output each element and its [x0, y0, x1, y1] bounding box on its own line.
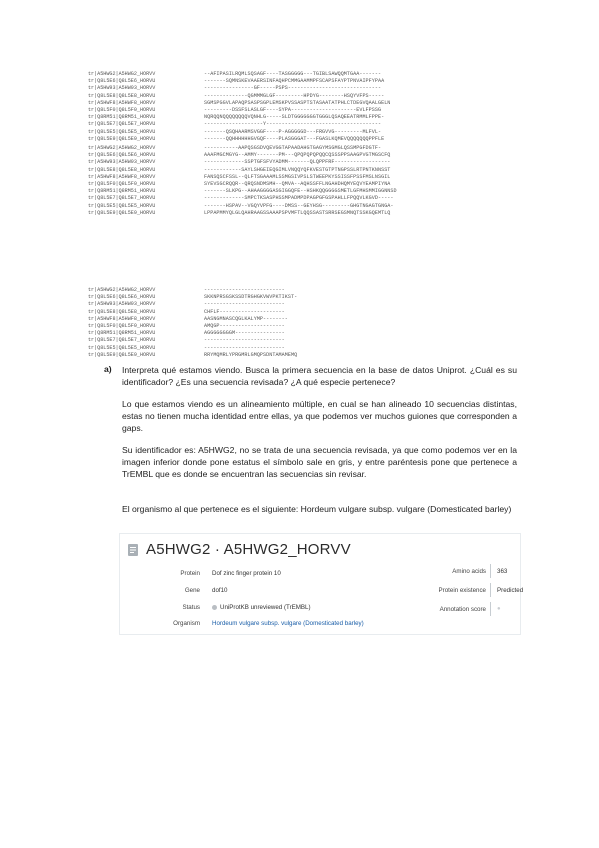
sequence-residues: NQRQQNQQQQQQQQVQNHLG-----SLDTGGGGGGGTGGGLQSAQEEATRMMLFPPE-	[204, 114, 385, 121]
sequence-id: tr|Q8L5E9|Q8L5E9_HORVU	[88, 135, 156, 142]
annotation-score-label: Annotation score	[439, 606, 486, 613]
question-paragraph: Interpreta qué estamos viendo. Busca la primera secuencia en la base de datos Uniprot. ¿Cuál es su identificador? ¿Es una secuencia revisada? ¿A qué especie pertenece?	[122, 365, 517, 387]
sequence-residues: -------------SMPCTKSASPHSSMPADMPDPAGPGFGSPAHLLFPQQVLKGVD-----	[204, 195, 394, 202]
sequence-residues: -------------SSPTGFSFVYADMM-------QLQPPFRF------------------	[204, 159, 391, 166]
answer-paragraph-2	[122, 444, 517, 480]
annotation-score-stars	[497, 605, 501, 612]
sequence-residues: -------SQMNSKEVAAERSINFAQHPCMMGAAMMPFSCAPSFAYPTPNVAIPFYPAA	[204, 78, 385, 85]
amino-acids-value: 363	[497, 568, 508, 575]
alignment-row	[88, 152, 468, 159]
sequence-id: tr|A5HWG2|A5HWG2_HORVV	[88, 287, 156, 293]
sequence-residues: -------QSQHAARMSVGGF----P-AGGGGGD---FRGVVG---------MLFVL-	[204, 128, 382, 135]
sequence-residues: LPPAPMMYQLGLQAHRAAGSSAAAPSPVMFTLQQSSASTSRRSEGSMNQTSSKGQEMTLQ	[204, 209, 391, 216]
alignment-row	[88, 301, 468, 308]
protein-label: Protein	[180, 570, 200, 577]
alignment-row	[88, 167, 468, 174]
alignment-row	[88, 287, 468, 294]
sequence-id: tr|Q8L5E8|Q8L5E8_HORVU	[88, 166, 156, 173]
sequence-residues: -------------------Y-------------------------------------	[204, 121, 382, 128]
sequence-id: tr|Q8L5E5|Q8L5E5_HORVU	[88, 202, 156, 209]
alignment-row	[88, 337, 468, 344]
sequence-residues: ------------SAYLSHGEIEQGIMLVNQQYQFKVESTGTPTNGPSSLRTPNTKNNSST	[204, 166, 391, 173]
alignment-row	[88, 309, 468, 316]
sequence-id: tr|Q8L5E7|Q8L5E7_HORVU	[88, 337, 156, 344]
protein-existence-value: Predicted	[497, 587, 524, 594]
divider	[490, 583, 491, 597]
uniprot-entry-card	[119, 533, 524, 635]
alignment-row	[88, 294, 468, 301]
alignment-row	[88, 174, 468, 181]
sequence-id: tr|Q8RM51|Q8RM51_HORVU	[88, 330, 156, 337]
sequence-id: tr|Q8L5F0|Q8L5F0_HORVU	[88, 180, 156, 187]
sequence-id: tr|A5HWG2|A5HWG2_HORVV	[88, 71, 156, 77]
document-icon	[126, 543, 140, 557]
alignment-row	[88, 345, 468, 352]
sequence-id: tr|Q8L5F0|Q8L5F0_HORVU	[88, 106, 156, 113]
sequence-residues: --------------QGMMMGLGF---------HPDYG--------HSQYVFPS-----	[204, 92, 385, 99]
sequence-residues: -----------AAPQSGSDVQEVGGTAPAADAHGTGAGYMSGMGLQSSMPGFDGTF-	[204, 145, 382, 151]
alignment-row	[88, 330, 468, 337]
sequence-id: tr|Q8L5E9|Q8L5E9_HORVU	[88, 351, 156, 358]
status-label: Status	[182, 604, 200, 611]
sequence-residues: AAAFMGCMGYG--AMMY-------PM---QPQPQPQPQQCQSSSPPSAAGPVGTMGSCFQ	[204, 152, 391, 159]
sequence-id: tr|A5HWG2|A5HWG2_HORVV	[88, 145, 156, 151]
alignment-row	[88, 323, 468, 330]
alignment-row	[88, 145, 468, 152]
sequence-id: tr|Q8RM51|Q8RM51_HORVU	[88, 188, 156, 195]
alignment-row	[88, 78, 468, 85]
sequence-id: tr|Q8L5E6|Q8L5E6_HORVU	[88, 152, 156, 159]
answer-text-3: El organismo al que pertenece es el siguiente: Hordeum vulgare subsp. vulgare (Domesticated barley)	[122, 504, 512, 514]
sequence-residues: -------SLKPG--AHAAGGGGASGIGGQFE--HSHKQQGGGGSMETLGFMHSMMIGGNNSD	[204, 188, 397, 195]
alignment-row	[88, 203, 468, 210]
sequence-id: tr|Q8L5E5|Q8L5E5_HORVU	[88, 344, 156, 351]
sequence-residues: ----------------GF-----PSPS------------------------------	[204, 85, 382, 92]
sequence-residues: AGGGGGGGGM----------------	[204, 330, 285, 337]
alignment-block-3	[88, 287, 468, 359]
sequence-id: tr|A5HWF8|A5HWF8_HORVV	[88, 99, 156, 106]
sequence-residues: --------------------------	[204, 337, 285, 344]
sequence-id: tr|Q8L5F0|Q8L5F0_HORVU	[88, 322, 156, 329]
sequence-residues: --------------------------	[204, 344, 285, 351]
sequence-id: tr|A5HWF8|A5HWF8_HORVV	[88, 173, 156, 180]
status-value: UniProtKB unreviewed (TrEMBL)	[220, 604, 311, 611]
question-text	[122, 364, 517, 388]
amino-acids-label: Amino acids	[452, 568, 486, 575]
divider	[490, 564, 491, 578]
sequence-id: tr|Q8L5E8|Q8L5E8_HORVU	[88, 308, 156, 315]
divider	[490, 602, 491, 616]
alignment-row	[88, 188, 468, 195]
sequence-id: tr|Q8L5E9|Q8L5E9_HORVU	[88, 209, 156, 216]
sequence-id: tr|Q8L5E5|Q8L5E5_HORVU	[88, 128, 156, 135]
alignment-row	[88, 195, 468, 202]
alignment-row	[88, 100, 468, 107]
sequence-id: tr|A5HW93|A5HW93_HORVV	[88, 85, 156, 92]
sequence-id: tr|Q8RM51|Q8RM51_HORVU	[88, 114, 156, 121]
gene-label: Gene	[184, 587, 200, 594]
sequence-id: tr|Q8L5E6|Q8L5E6_HORVU	[88, 294, 156, 301]
alignment-row	[88, 121, 468, 128]
alignment-row	[88, 136, 468, 143]
alignment-block-2	[88, 145, 468, 217]
sequence-id: tr|Q8L5E7|Q8L5E7_HORVU	[88, 121, 156, 128]
answer-text-2: Su identificador es: A5HWG2, no se trata de una secuencia revisada, ya que como podemos ver en la imagen inferior donde pone estatus el símbolo sale en gris, y entre paréntesis pone que pertenece a TrEMBL que es donde se encuentran las secuencias sin revisar.	[122, 445, 517, 479]
sequence-id: tr|Q8L5E7|Q8L5E7_HORVU	[88, 195, 156, 202]
sequence-residues: ---------DSSFSLASLGF----SYPA---------------------EVLFPSSG	[204, 106, 382, 113]
alignment-row	[88, 114, 468, 121]
sequence-id: tr|A5HW93|A5HW93_HORVV	[88, 301, 156, 308]
organism-link[interactable]: Hordeum vulgare subsp. vulgare (Domesticated barley)	[212, 620, 364, 627]
protein-value: Dof zinc finger protein 10	[212, 570, 281, 577]
alignment-row	[88, 107, 468, 114]
sequence-residues: --------------------------	[204, 301, 285, 308]
sequence-residues: --AFIPASILRQMLSQSAGF----TASGGGGG---TGIBLSAWQQMTGAA-------	[204, 71, 382, 77]
sequence-residues: CHFLF---------------------	[204, 308, 285, 315]
alignment-row	[88, 93, 468, 100]
sequence-residues: FANSQSCFSSL--QLFTSGAAAMLSSMGSIVPSLSTWEEPKYSSISSFPSSFMSLNSGIL	[204, 173, 391, 180]
sequence-residues: -------QQHHHHHHGVGQF----PLASGGGAT---FGASLKQMEVQQQQQQQPPFLE	[204, 135, 385, 142]
alignment-row	[88, 316, 468, 323]
star-icon: ●	[497, 606, 501, 612]
question-label: a)	[104, 364, 112, 374]
alignment-row	[88, 85, 468, 92]
alignment-row	[88, 159, 468, 166]
sequence-residues: SYEVSGCRQQR--QRQSNDMSMH--QMVA--AQHSSFFLNGAHDHQMYEQVYEAMPIYNA	[204, 180, 391, 187]
sequence-id: tr|A5HWF8|A5HWF8_HORVV	[88, 315, 156, 322]
sequence-residues: AMQGP---------------------	[204, 322, 285, 329]
sequence-residues: -------HSPAV--VGQYVPFG----DMSS--GEYHSG---------GHGTNGAGTGNGA-	[204, 202, 394, 209]
sequence-residues: SKKNPRSGSKSSDTRGHGKVWVPKTIKST-	[204, 294, 298, 301]
sequence-id: tr|Q8L5E8|Q8L5E8_HORVU	[88, 92, 156, 99]
sequence-id: tr|Q8L5E6|Q8L5E6_HORVU	[88, 78, 156, 85]
alignment-row	[88, 71, 468, 78]
alignment-row	[88, 352, 468, 359]
sequence-residues: AASNGMNASCQGLKALYMP--------	[204, 315, 288, 322]
gene-value: dof10	[212, 587, 228, 594]
entry-title: A5HWG2 · A5HWG2_HORVV	[146, 541, 351, 558]
alignment-block-1	[88, 71, 468, 143]
organism-label: Organism	[173, 620, 200, 627]
answer-text-1: Lo que estamos viendo es un alineamiento múltiple, en cual se han alineado 10 secuencias distintas, estas no tienen mucha identidad entre ellas, ya que podemos ver muchos guiones que corresponden a gaps.	[122, 399, 517, 433]
unreviewed-status-icon	[212, 605, 217, 610]
alignment-row	[88, 210, 468, 217]
answer-paragraph-3	[122, 503, 517, 515]
protein-existence-label: Protein existence	[438, 587, 486, 594]
alignment-row	[88, 129, 468, 136]
sequence-residues: SGMSPGGVLAPAQPSASPSGPLEMSKPVSSASPTSTASAATATPHLCTDEGVQAALGELN	[204, 99, 391, 106]
sequence-id: tr|A5HW93|A5HW93_HORVV	[88, 159, 156, 166]
sequence-residues: RRYMQMRLYPRGMRLGMQPSDNTAMAMEMQ	[204, 351, 298, 358]
entry-header	[126, 541, 351, 558]
sequence-residues: --------------------------	[204, 287, 285, 293]
answer-paragraph-1	[122, 398, 517, 434]
alignment-row	[88, 181, 468, 188]
status-value-wrap	[212, 604, 311, 611]
